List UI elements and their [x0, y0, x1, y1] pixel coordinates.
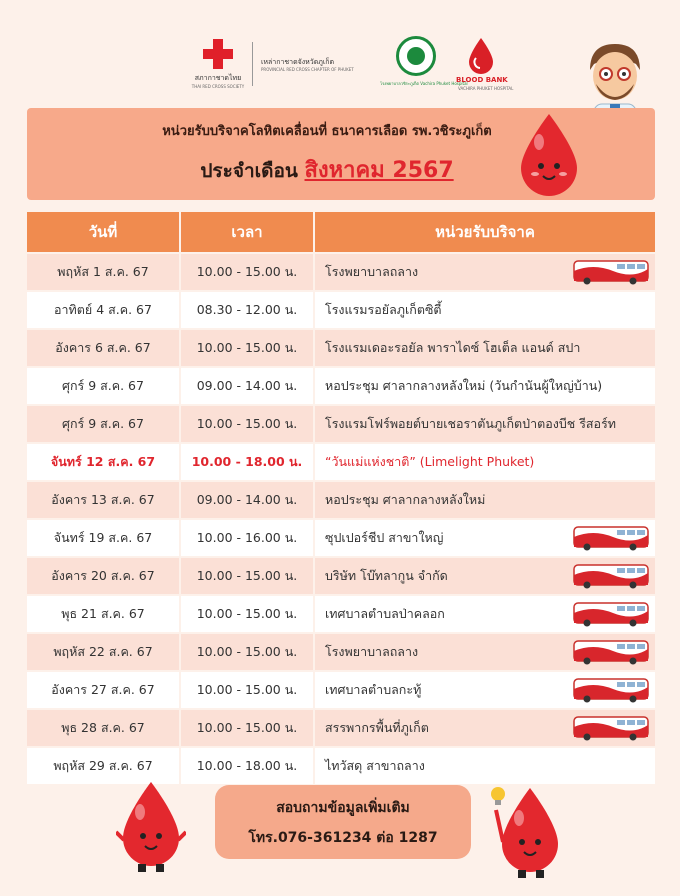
row-place-text: ซุปเปอร์ชีป สาขาใหญ่: [325, 530, 444, 545]
row-place-text: หอประชุม ศาลากลางหลังใหม่ (วันกำนันผู้ใหญ่บ้าน): [325, 378, 603, 393]
table-row: [27, 672, 655, 708]
blood-drop-mascot: [488, 780, 564, 878]
row-time: 10.00 - 15.00 น.: [179, 406, 313, 442]
row-place-text: เทศบาลตำบลกะทู้: [325, 682, 422, 697]
mobile-blood-bus-icon: [573, 677, 649, 703]
blood-bank-text: BLOOD BANK: [456, 76, 508, 84]
row-place: [313, 444, 655, 480]
row-time: 10.00 - 16.00 น.: [179, 520, 313, 556]
row-time: 10.00 - 15.00 น.: [179, 558, 313, 594]
row-time: 10.00 - 18.00 น.: [179, 748, 313, 784]
row-date: พฤหัส 29 ส.ค. 67: [27, 748, 179, 784]
row-place-text: โรงแรมรอยัลภูเก็ตซิตี้: [325, 302, 442, 317]
table-row: [27, 444, 655, 480]
row-time: 10.00 - 15.00 น.: [179, 330, 313, 366]
header-month: สิงหาคม 2567: [304, 158, 454, 183]
chapter-name: เหล่ากาชาดจังหวัดภูเก็ต: [261, 57, 335, 66]
table-row: [27, 634, 655, 670]
row-place: [313, 596, 655, 632]
hospital-seal-icon: [396, 36, 436, 76]
row-place-text: โรงแรมเดอะรอยัล พาราไดซ์ โฮเต็ล แอนด์ สปา: [325, 340, 581, 355]
logo-row: [190, 34, 354, 94]
row-place: [313, 368, 655, 404]
row-date: พฤหัส 1 ส.ค. 67: [27, 254, 179, 290]
table-row: [27, 748, 655, 784]
row-time: 10.00 - 15.00 น.: [179, 254, 313, 290]
blood-drop-mascot: [116, 780, 186, 872]
chapter-sub: PROVINCIAL RED CROSS CHAPTER OF PHUKET: [261, 66, 354, 72]
header-title: หน่วยรับบริจาคโลหิตเคลื่อนที่ ธนาคารเลือด รพ.วชิระภูเก็ต: [162, 124, 492, 139]
row-place-text: “วันแม่แห่งชาติ” (Limelight Phuket): [325, 454, 535, 469]
schedule-table: [27, 210, 655, 786]
row-time: 09.00 - 14.00 น.: [179, 482, 313, 518]
table-row: [27, 596, 655, 632]
row-place-text: สรรพากรพื้นที่ภูเก็ต: [325, 720, 429, 735]
row-time: 08.30 - 12.00 น.: [179, 292, 313, 328]
row-place-text: โรงพยาบาลถลาง: [325, 264, 419, 279]
table-row: [27, 368, 655, 404]
mobile-blood-bus-icon: [573, 563, 649, 589]
row-place: [313, 406, 655, 442]
blood-bank-drop-icon: [466, 36, 496, 76]
table-row: [27, 292, 655, 328]
hospital-seal-text: โรงพยาบาลวชิระภูเก็ต Vachira Phuket Hospital: [380, 81, 468, 86]
row-date: อาทิตย์ 4 ส.ค. 67: [27, 292, 179, 328]
row-place-text: ไทวัสดุ สาขาถลาง: [325, 758, 425, 773]
table-row: [27, 482, 655, 518]
row-place: [313, 330, 655, 366]
col-header-place: หน่วยรับบริจาค: [313, 212, 655, 252]
row-time: 10.00 - 15.00 น.: [179, 634, 313, 670]
row-place: [313, 710, 655, 746]
row-time: 10.00 - 18.00 น.: [179, 444, 313, 480]
row-place: [313, 482, 655, 518]
row-date: อังคาร 27 ส.ค. 67: [27, 672, 179, 708]
row-time: 09.00 - 14.00 น.: [179, 368, 313, 404]
row-time: 10.00 - 15.00 น.: [179, 710, 313, 746]
lightbulb-icon: [491, 787, 505, 805]
mobile-blood-bus-icon: [573, 525, 649, 551]
row-date: อังคาร 13 ส.ค. 67: [27, 482, 179, 518]
table-header-row: [27, 212, 655, 252]
red-cross-icon: [203, 39, 233, 69]
logo-divider: [252, 42, 253, 86]
mobile-blood-bus-icon: [573, 715, 649, 741]
col-header-time: เวลา: [179, 212, 313, 252]
header-month-prefix: ประจำเดือน: [200, 160, 298, 182]
contact-box: [215, 785, 471, 859]
row-place: [313, 520, 655, 556]
row-time: 10.00 - 15.00 น.: [179, 596, 313, 632]
row-place-text: โรงแรมโฟร์พอยต์บายเชอราตันภูเก็ตป่าตองบีช รีสอร์ท: [325, 416, 617, 431]
mobile-blood-bus-icon: [573, 639, 649, 665]
chapter-logo: [261, 57, 354, 72]
row-date: อังคาร 6 ส.ค. 67: [27, 330, 179, 366]
table-row: [27, 330, 655, 366]
row-place: [313, 254, 655, 290]
row-place: [313, 558, 655, 594]
red-cross-sub: THAI RED CROSS SOCIETY: [191, 84, 245, 89]
table-row: [27, 710, 655, 746]
blood-drop-mascot: [515, 112, 583, 198]
row-place-text: บริษัท โบ๊ทลากูน จำกัด: [325, 568, 448, 583]
row-place: [313, 748, 655, 784]
mobile-blood-bus-icon: [573, 259, 649, 285]
row-place: [313, 672, 655, 708]
table-row: [27, 406, 655, 442]
table-row: [27, 558, 655, 594]
row-date: พุธ 28 ส.ค. 67: [27, 710, 179, 746]
row-date: พุธ 21 ส.ค. 67: [27, 596, 179, 632]
row-date: ศุกร์ 9 ส.ค. 67: [27, 406, 179, 442]
table-row: [27, 254, 655, 290]
row-place-text: เทศบาลตำบลป่าคลอก: [325, 606, 445, 621]
blood-bank-sub: VACHIRA PHUKET HOSPITAL: [458, 86, 514, 91]
red-cross-name: สภากาชาดไทย: [194, 74, 242, 82]
mobile-blood-bus-icon: [573, 601, 649, 627]
red-cross-logo: [190, 39, 246, 89]
table-row: [27, 520, 655, 556]
row-place: [313, 634, 655, 670]
row-date: จันทร์ 19 ส.ค. 67: [27, 520, 179, 556]
table-body: [27, 254, 655, 784]
contact-phone[interactable]: โทร.076-361234 ต่อ 1287: [248, 830, 438, 846]
row-date: ศุกร์ 9 ส.ค. 67: [27, 368, 179, 404]
row-date: พฤหัส 22 ส.ค. 67: [27, 634, 179, 670]
row-time: 10.00 - 15.00 น.: [179, 672, 313, 708]
row-place-text: โรงพยาบาลถลาง: [325, 644, 419, 659]
contact-title: สอบถามข้อมูลเพิ่มเติม: [276, 800, 410, 816]
row-place-text: หอประชุม ศาลากลางหลังใหม่: [325, 492, 486, 507]
col-header-date: วันที่: [27, 212, 179, 252]
row-place: [313, 292, 655, 328]
row-date: จันทร์ 12 ส.ค. 67: [27, 444, 179, 480]
row-date: อังคาร 20 ส.ค. 67: [27, 558, 179, 594]
